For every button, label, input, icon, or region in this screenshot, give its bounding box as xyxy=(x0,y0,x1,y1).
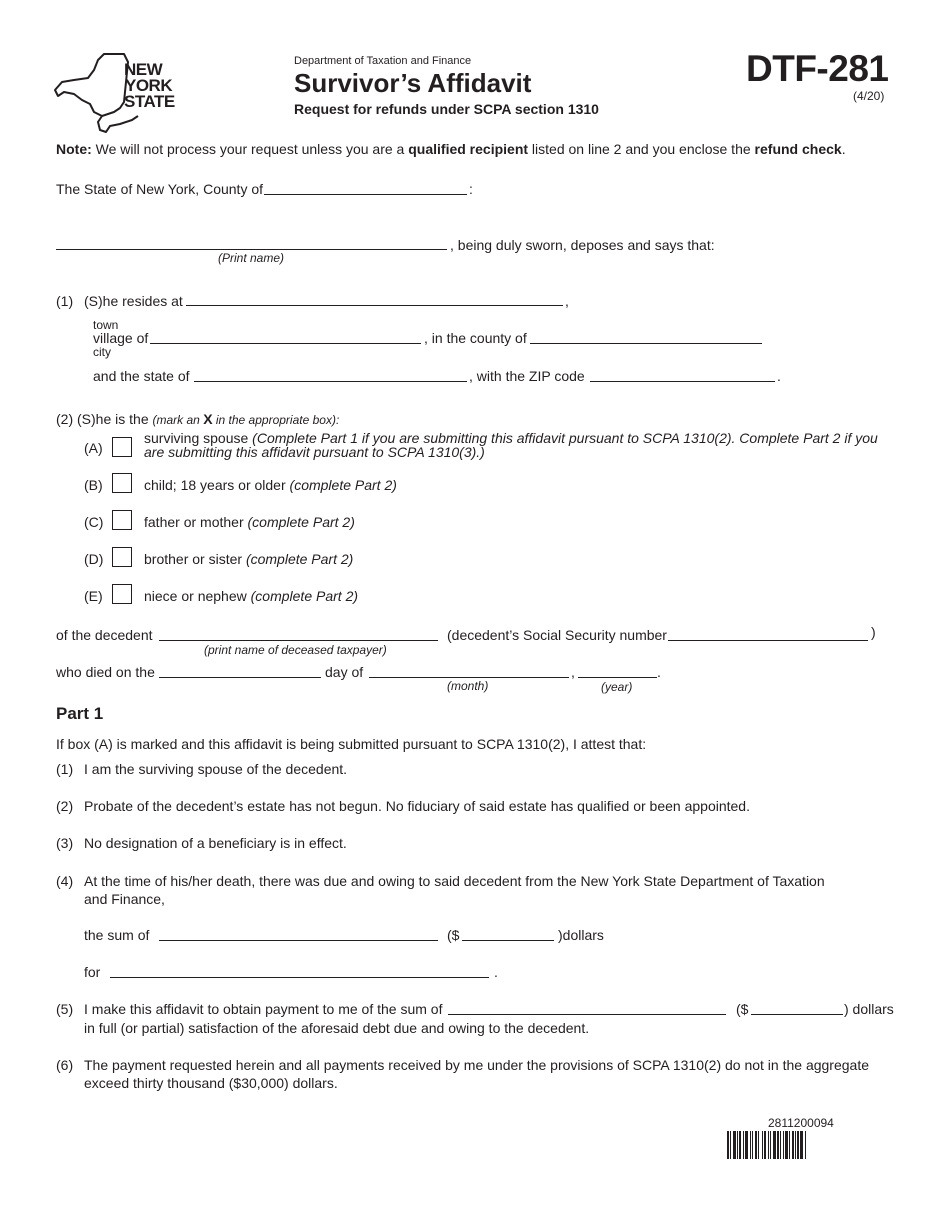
county-colon: : xyxy=(469,181,473,197)
month-caption: (month) xyxy=(447,679,489,693)
barcode-bar xyxy=(762,1131,763,1159)
barcode-bar xyxy=(797,1131,799,1159)
option-c-text xyxy=(144,514,355,530)
payment-dollars-close: ) dollars xyxy=(844,1001,894,1017)
note-text xyxy=(56,141,846,157)
barcode-bar xyxy=(768,1131,769,1159)
part1-item5-number: (5) xyxy=(56,1001,74,1017)
death-month-field[interactable] xyxy=(369,677,569,678)
died-on-label: who died on the xyxy=(56,664,155,680)
part1-item2-number: (2) xyxy=(56,798,74,814)
option-c-checkbox[interactable] xyxy=(112,510,132,530)
part1-item4-text2: and Finance, xyxy=(84,891,165,907)
barcode-bar xyxy=(773,1131,776,1159)
mark-rest-text: in the appropriate box): xyxy=(212,413,340,427)
option-d-letter: (D) xyxy=(84,551,104,567)
barcode-bar xyxy=(795,1131,796,1159)
option-a-note-line2: are submitting this affidavit pursuant to SCPA 1310(3).) xyxy=(144,444,485,460)
form-revision: (4/20) xyxy=(853,89,885,103)
ssn-label: (decedent’s Social Security number xyxy=(447,627,667,643)
barcode-bar xyxy=(755,1131,757,1159)
barcode-number: 2811200094 xyxy=(768,1116,834,1130)
option-e-label: niece or nephew xyxy=(144,588,251,604)
city-label: city xyxy=(93,345,111,359)
zip-label: , with the ZIP code xyxy=(469,368,585,384)
for-label: for xyxy=(84,964,101,980)
option-e-note: (complete Part 2) xyxy=(250,588,359,604)
note-refund-check: refund check xyxy=(754,141,842,157)
logo-line-york: YORK xyxy=(125,76,173,95)
barcode-bar xyxy=(737,1131,738,1159)
option-c-label: father or mother xyxy=(144,514,248,530)
part1-item2-text: Probate of the decedent’s estate has not begun. No fiduciary of said estate has qualified or been appointed. xyxy=(84,798,750,814)
logo-line-state: STATE xyxy=(124,92,175,111)
decedent-ssn-field[interactable] xyxy=(668,640,868,641)
option-a-text xyxy=(144,431,878,459)
logo-line-new: NEW xyxy=(124,60,163,79)
option-a-note-line1: (Complete Part 1 if you are submitting this affidavit pursuant to SCPA 1310(2). Complete Part 2 if you xyxy=(252,430,878,446)
logo-text xyxy=(126,62,175,110)
for-period: . xyxy=(494,964,498,980)
barcode-bar xyxy=(770,1131,771,1159)
barcode-bar xyxy=(764,1131,766,1159)
barcode-bar xyxy=(785,1131,788,1159)
barcode-bar xyxy=(792,1131,794,1159)
option-e-checkbox[interactable] xyxy=(112,584,132,604)
item2-heading xyxy=(56,411,339,427)
part1-item6-text2: exceed thirty thousand ($30,000) dollars. xyxy=(84,1075,338,1091)
option-b-note: (complete Part 2) xyxy=(289,477,397,493)
barcode-bar xyxy=(758,1131,759,1159)
barcode-bar xyxy=(783,1131,784,1159)
death-date-period: . xyxy=(657,664,661,680)
ssn-close-paren: ) xyxy=(871,624,876,640)
barcode-bar xyxy=(800,1131,803,1159)
death-date-comma: , xyxy=(571,664,575,680)
item2-prefix: (S)he is the xyxy=(77,411,153,427)
county-field[interactable] xyxy=(264,194,467,195)
option-e-letter: (E) xyxy=(84,588,103,604)
option-d-label: brother or sister xyxy=(144,551,246,567)
part1-item4-text: At the time of his/her death, there was due and owing to said decedent from the New York State Department of Taxation xyxy=(84,873,825,889)
sum-amount-field[interactable] xyxy=(462,940,554,941)
death-year-field[interactable] xyxy=(578,677,657,678)
option-a-letter: (A) xyxy=(84,440,103,456)
barcode-bar xyxy=(745,1131,748,1159)
zip-period: . xyxy=(777,368,781,384)
note-qualified-recipient: qualified recipient xyxy=(408,141,529,157)
note-part3: . xyxy=(841,141,846,157)
option-c-note: (complete Part 2) xyxy=(247,514,355,530)
year-caption: (year) xyxy=(601,680,633,694)
form-title: Survivor’s Affidavit xyxy=(294,68,532,98)
option-d-checkbox[interactable] xyxy=(112,547,132,567)
for-purpose-field[interactable] xyxy=(110,977,489,978)
death-day-field[interactable] xyxy=(159,677,321,678)
barcode-bar xyxy=(752,1131,753,1159)
option-d-note: (complete Part 2) xyxy=(245,551,354,567)
state-field[interactable] xyxy=(194,381,467,382)
part1-item3-number: (3) xyxy=(56,835,74,851)
mark-an-text: (mark an xyxy=(152,413,204,427)
sum-of-label: the sum of xyxy=(84,927,150,943)
part1-item3-text: No designation of a beneficiary is in effect. xyxy=(84,835,347,851)
option-b-checkbox[interactable] xyxy=(112,473,132,493)
option-d-text xyxy=(144,551,353,567)
note-label: Note: xyxy=(56,141,92,157)
village-of-label: village of xyxy=(93,330,149,346)
sum-dollars-close: )dollars xyxy=(558,927,604,943)
form-subtitle: Request for refunds under SCPA section 1310 xyxy=(294,101,599,117)
department-name: Department of Taxation and Finance xyxy=(294,55,472,67)
sum-words-field[interactable] xyxy=(159,940,438,941)
part1-item1-number: (1) xyxy=(56,761,74,777)
barcode-bar xyxy=(727,1131,729,1159)
item1-number: (1) xyxy=(56,293,74,309)
part1-heading: Part 1 xyxy=(56,704,104,723)
option-a-checkbox[interactable] xyxy=(112,437,132,457)
of-decedent-label: of the decedent xyxy=(56,627,153,643)
town-label: town xyxy=(93,318,119,332)
item2-number: (2) xyxy=(56,411,74,427)
barcode-bar xyxy=(733,1131,736,1159)
barcode-image xyxy=(727,1131,880,1159)
option-e-text xyxy=(144,588,358,604)
payment-words-field[interactable] xyxy=(448,1014,726,1015)
barcode-bar xyxy=(730,1131,731,1159)
part1-intro: If box (A) is marked and this affidavit is being submitted pursuant to SCPA 1310(2), I attest that: xyxy=(56,736,647,752)
form-number: DTF-281 xyxy=(746,48,889,89)
payment-amount-field[interactable] xyxy=(751,1014,843,1015)
sum-dollar-open: ($ xyxy=(447,927,460,943)
print-name-field[interactable] xyxy=(56,249,447,250)
barcode-bar xyxy=(777,1131,779,1159)
part1-item6-text: The payment requested herein and all payments received by me under the provisions of SCPA 1310(2) do not in the aggregate xyxy=(84,1057,869,1073)
option-c-letter: (C) xyxy=(84,514,104,530)
option-b-text xyxy=(144,477,397,493)
state-of-label: and the state of xyxy=(93,368,190,384)
barcode-bar xyxy=(750,1131,751,1159)
day-of-label: day of xyxy=(325,664,364,680)
decedent-name-field[interactable] xyxy=(159,640,438,641)
part1-item6-number: (6) xyxy=(56,1057,74,1073)
option-b-label: child; 18 years or older xyxy=(144,477,290,493)
sworn-text: , being duly sworn, deposes and says that: xyxy=(450,237,715,253)
zip-field[interactable] xyxy=(590,381,775,382)
barcode-bar xyxy=(805,1131,806,1159)
residence-address-field[interactable] xyxy=(186,305,563,306)
resides-comma: , xyxy=(565,293,569,309)
barcode-bar xyxy=(780,1131,781,1159)
barcode-bar xyxy=(789,1131,790,1159)
decedent-name-caption: (print name of deceased taxpayer) xyxy=(204,643,387,657)
note-part1: We will not process your request unless you are a xyxy=(91,141,409,157)
part1-item5-text: I make this affidavit to obtain payment to me of the sum of xyxy=(84,1001,443,1017)
option-b-letter: (B) xyxy=(84,477,103,493)
option-a-label: surviving spouse xyxy=(144,430,253,446)
print-name-caption: (Print name) xyxy=(218,251,285,265)
mark-x-text: X xyxy=(203,411,213,427)
county-label: The State of New York, County of xyxy=(56,181,264,197)
barcode-bar xyxy=(743,1131,744,1159)
part1-item4-number: (4) xyxy=(56,873,74,889)
part1-item1-text: I am the surviving spouse of the decedent. xyxy=(84,761,348,777)
barcode-bar xyxy=(739,1131,741,1159)
municipality-field[interactable] xyxy=(150,343,421,344)
resides-label: (S)he resides at xyxy=(84,293,183,309)
residence-county-field[interactable] xyxy=(530,343,762,344)
part1-item5-text2: in full (or partial) satisfaction of the aforesaid debt due and owing to the decedent. xyxy=(84,1020,590,1036)
in-county-label: , in the county of xyxy=(424,330,527,346)
payment-dollar-open: ($ xyxy=(736,1001,749,1017)
note-part2: listed on line 2 and you enclose the xyxy=(528,141,755,157)
